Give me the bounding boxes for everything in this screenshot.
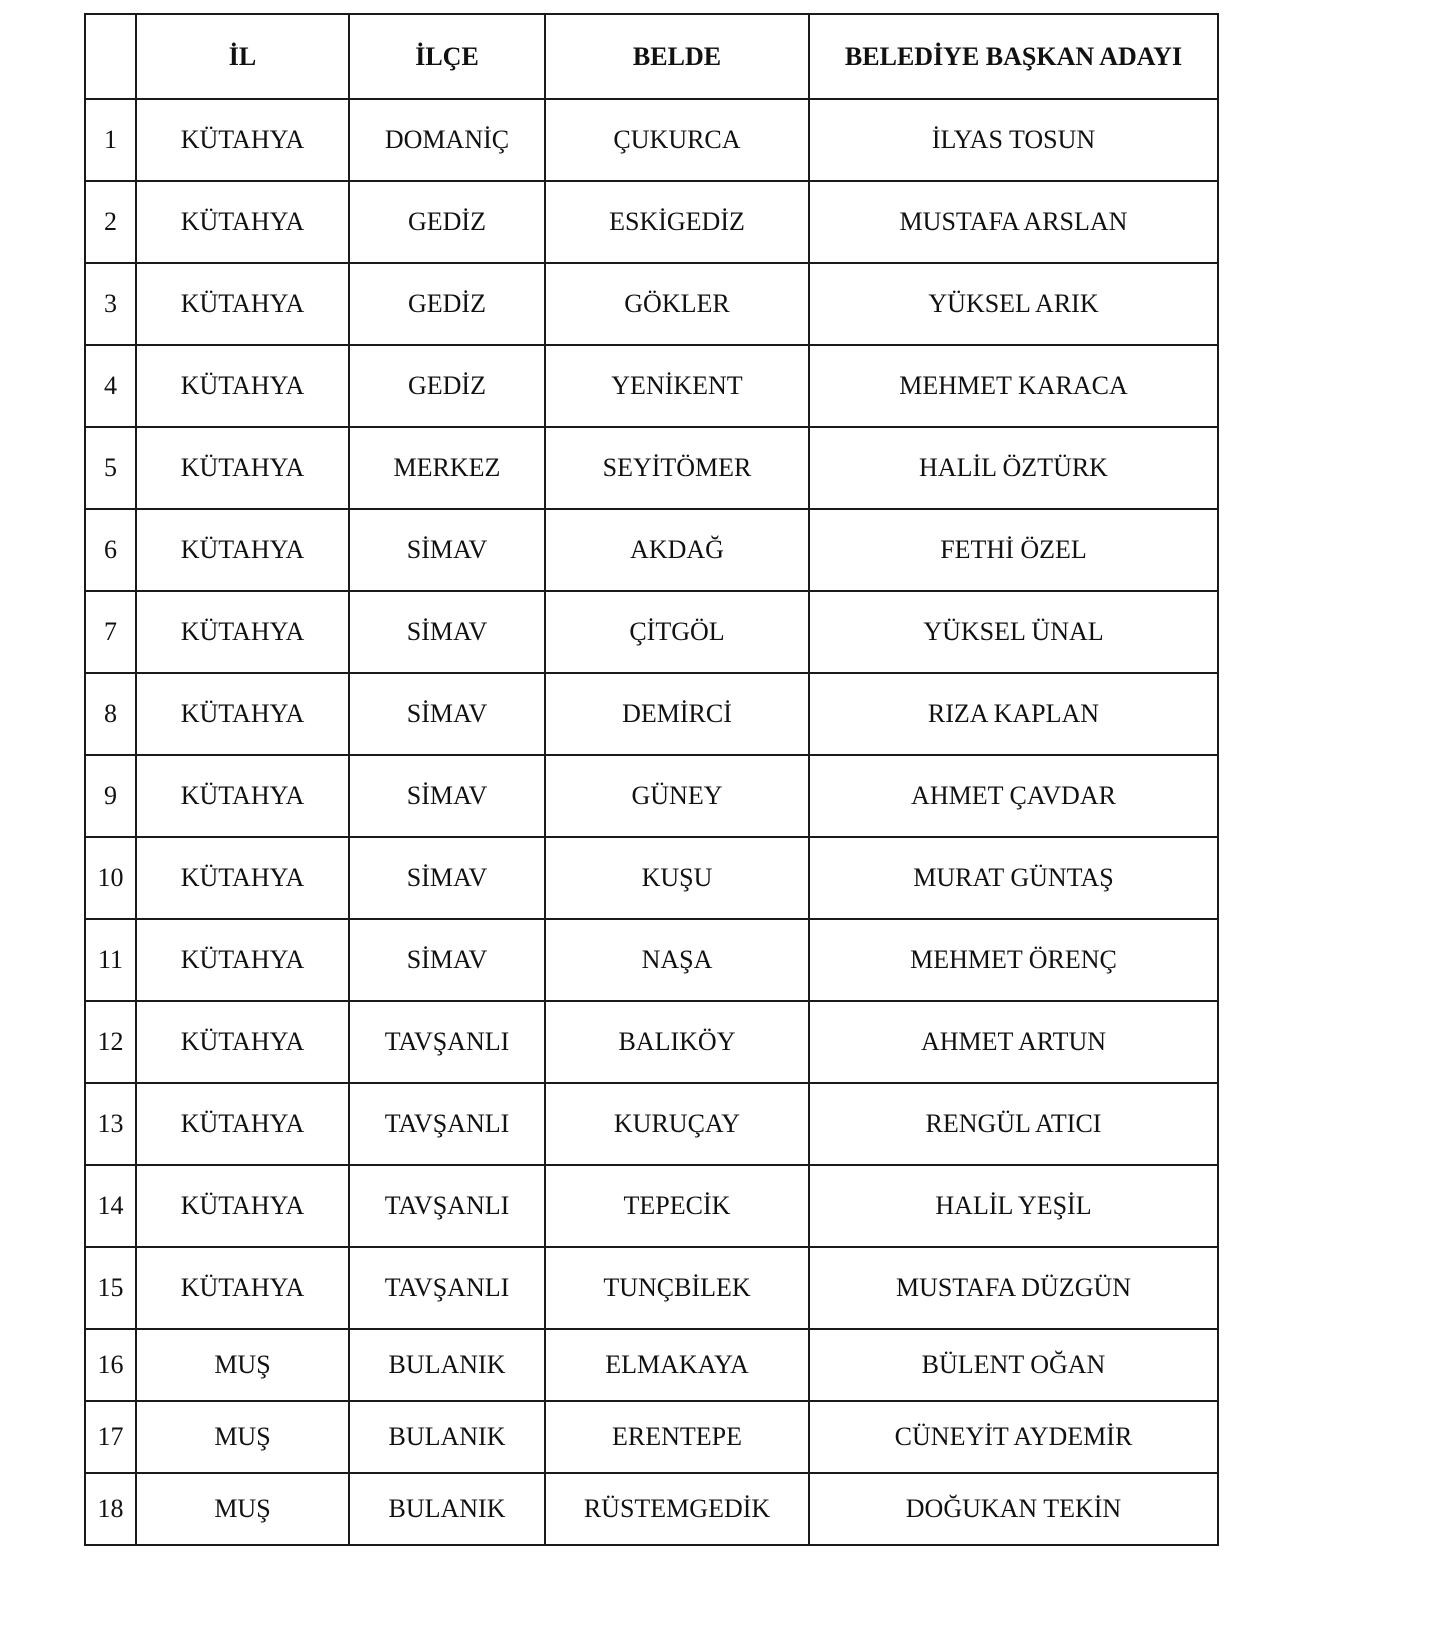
row-number: 7 xyxy=(85,591,136,673)
cell-belde: TUNÇBİLEK xyxy=(545,1247,809,1329)
cell-il: MUŞ xyxy=(136,1473,349,1545)
table-row xyxy=(85,1401,1218,1473)
table-row xyxy=(85,99,1218,181)
cell-aday: HALİL YEŞİL xyxy=(809,1165,1218,1247)
row-number: 9 xyxy=(85,755,136,837)
row-number: 6 xyxy=(85,509,136,591)
header-ilce: İLÇE xyxy=(349,14,545,99)
cell-ilce: SİMAV xyxy=(349,755,545,837)
cell-belde: TEPECİK xyxy=(545,1165,809,1247)
cell-aday: MUSTAFA ARSLAN xyxy=(809,181,1218,263)
row-number: 16 xyxy=(85,1329,136,1401)
table-body xyxy=(85,99,1218,1545)
table-row xyxy=(85,673,1218,755)
cell-belde: ERENTEPE xyxy=(545,1401,809,1473)
cell-il: KÜTAHYA xyxy=(136,263,349,345)
cell-il: KÜTAHYA xyxy=(136,1083,349,1165)
cell-il: KÜTAHYA xyxy=(136,673,349,755)
cell-belde: YENİKENT xyxy=(545,345,809,427)
cell-aday: MUSTAFA DÜZGÜN xyxy=(809,1247,1218,1329)
cell-il: MUŞ xyxy=(136,1329,349,1401)
header-number xyxy=(85,14,136,99)
header-belde: BELDE xyxy=(545,14,809,99)
cell-aday: RIZA KAPLAN xyxy=(809,673,1218,755)
cell-aday: HALİL ÖZTÜRK xyxy=(809,427,1218,509)
row-number: 12 xyxy=(85,1001,136,1083)
cell-il: KÜTAHYA xyxy=(136,181,349,263)
table-row xyxy=(85,591,1218,673)
cell-ilce: BULANIK xyxy=(349,1329,545,1401)
cell-belde: KUŞU xyxy=(545,837,809,919)
cell-aday: BÜLENT OĞAN xyxy=(809,1329,1218,1401)
row-number: 17 xyxy=(85,1401,136,1473)
table-row xyxy=(85,1247,1218,1329)
cell-il: KÜTAHYA xyxy=(136,837,349,919)
cell-il: KÜTAHYA xyxy=(136,345,349,427)
table-row xyxy=(85,1001,1218,1083)
table-row xyxy=(85,837,1218,919)
row-number: 13 xyxy=(85,1083,136,1165)
row-number: 4 xyxy=(85,345,136,427)
cell-ilce: BULANIK xyxy=(349,1401,545,1473)
row-number: 3 xyxy=(85,263,136,345)
table-row xyxy=(85,181,1218,263)
row-number: 15 xyxy=(85,1247,136,1329)
cell-aday: RENGÜL ATICI xyxy=(809,1083,1218,1165)
cell-aday: AHMET ÇAVDAR xyxy=(809,755,1218,837)
cell-ilce: SİMAV xyxy=(349,919,545,1001)
table-row xyxy=(85,1329,1218,1401)
table-row xyxy=(85,919,1218,1001)
cell-il: KÜTAHYA xyxy=(136,1247,349,1329)
cell-ilce: SİMAV xyxy=(349,837,545,919)
cell-aday: YÜKSEL ÜNAL xyxy=(809,591,1218,673)
header-row xyxy=(85,14,1218,99)
cell-il: KÜTAHYA xyxy=(136,427,349,509)
header-il: İL xyxy=(136,14,349,99)
table-row xyxy=(85,1083,1218,1165)
cell-aday: MEHMET KARACA xyxy=(809,345,1218,427)
table-row xyxy=(85,755,1218,837)
cell-ilce: TAVŞANLI xyxy=(349,1083,545,1165)
table-header xyxy=(85,14,1218,99)
cell-il: KÜTAHYA xyxy=(136,755,349,837)
cell-il: KÜTAHYA xyxy=(136,509,349,591)
row-number: 14 xyxy=(85,1165,136,1247)
cell-aday: YÜKSEL ARIK xyxy=(809,263,1218,345)
cell-belde: KURUÇAY xyxy=(545,1083,809,1165)
cell-ilce: GEDİZ xyxy=(349,263,545,345)
row-number: 2 xyxy=(85,181,136,263)
cell-belde: GÜNEY xyxy=(545,755,809,837)
cell-ilce: SİMAV xyxy=(349,509,545,591)
cell-il: KÜTAHYA xyxy=(136,919,349,1001)
cell-aday: FETHİ ÖZEL xyxy=(809,509,1218,591)
cell-belde: SEYİTÖMER xyxy=(545,427,809,509)
cell-ilce: DOMANİÇ xyxy=(349,99,545,181)
table-row xyxy=(85,263,1218,345)
cell-ilce: GEDİZ xyxy=(349,345,545,427)
row-number: 11 xyxy=(85,919,136,1001)
cell-il: KÜTAHYA xyxy=(136,591,349,673)
row-number: 10 xyxy=(85,837,136,919)
cell-ilce: TAVŞANLI xyxy=(349,1165,545,1247)
cell-belde: DEMİRCİ xyxy=(545,673,809,755)
cell-belde: ESKİGEDİZ xyxy=(545,181,809,263)
row-number: 8 xyxy=(85,673,136,755)
cell-il: MUŞ xyxy=(136,1401,349,1473)
cell-aday: AHMET ARTUN xyxy=(809,1001,1218,1083)
cell-belde: ELMAKAYA xyxy=(545,1329,809,1401)
cell-ilce: SİMAV xyxy=(349,591,545,673)
row-number: 5 xyxy=(85,427,136,509)
cell-ilce: BULANIK xyxy=(349,1473,545,1545)
cell-belde: NAŞA xyxy=(545,919,809,1001)
cell-aday: CÜNEYİT AYDEMİR xyxy=(809,1401,1218,1473)
table-row xyxy=(85,1473,1218,1545)
cell-aday: İLYAS TOSUN xyxy=(809,99,1218,181)
cell-il: KÜTAHYA xyxy=(136,1001,349,1083)
table-row xyxy=(85,345,1218,427)
row-number: 18 xyxy=(85,1473,136,1545)
table-row xyxy=(85,1165,1218,1247)
cell-il: KÜTAHYA xyxy=(136,1165,349,1247)
cell-ilce: TAVŞANLI xyxy=(349,1247,545,1329)
cell-belde: AKDAĞ xyxy=(545,509,809,591)
cell-belde: ÇİTGÖL xyxy=(545,591,809,673)
row-number: 1 xyxy=(85,99,136,181)
cell-ilce: TAVŞANLI xyxy=(349,1001,545,1083)
table-row xyxy=(85,427,1218,509)
cell-aday: MURAT GÜNTAŞ xyxy=(809,837,1218,919)
cell-belde: RÜSTEMGEDİK xyxy=(545,1473,809,1545)
cell-aday: DOĞUKAN TEKİN xyxy=(809,1473,1218,1545)
cell-belde: ÇUKURCA xyxy=(545,99,809,181)
cell-ilce: GEDİZ xyxy=(349,181,545,263)
cell-ilce: SİMAV xyxy=(349,673,545,755)
candidates-table xyxy=(84,13,1219,1546)
cell-aday: MEHMET ÖRENÇ xyxy=(809,919,1218,1001)
header-aday: BELEDİYE BAŞKAN ADAYI xyxy=(809,14,1218,99)
cell-il: KÜTAHYA xyxy=(136,99,349,181)
cell-belde: GÖKLER xyxy=(545,263,809,345)
cell-belde: BALIKÖY xyxy=(545,1001,809,1083)
cell-ilce: MERKEZ xyxy=(349,427,545,509)
table-row xyxy=(85,509,1218,591)
